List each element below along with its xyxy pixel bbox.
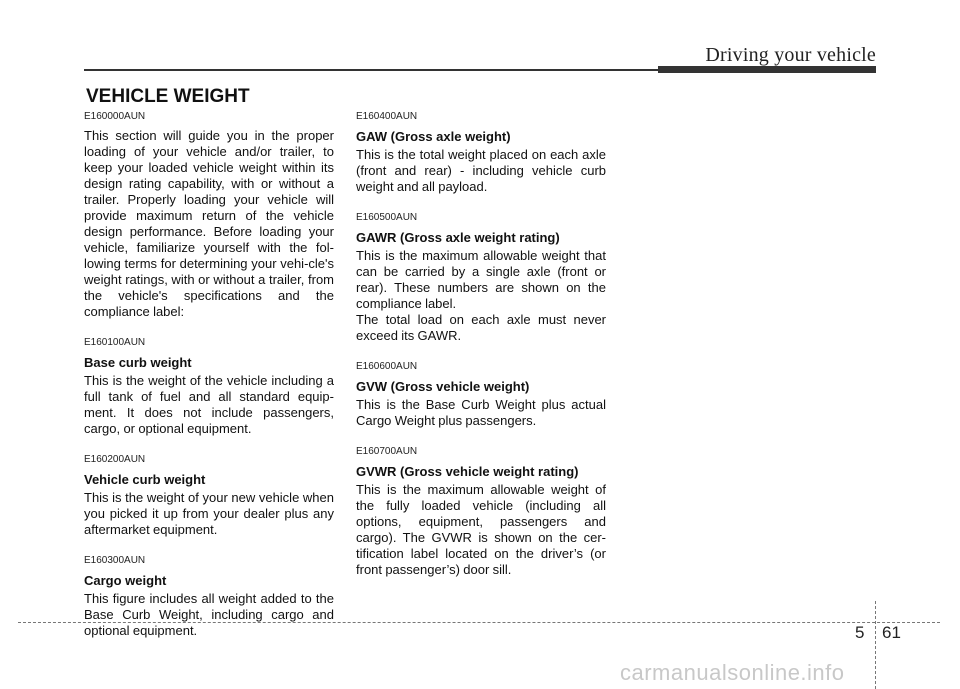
watermark: carmanualsonline.info [620,660,845,685]
section-heading: GVW (Gross vehicle weight) [356,379,530,394]
section-code: E160400AUN [356,111,418,122]
right-column [356,111,606,578]
section-heading: GVWR (Gross vehicle weight rating) [356,464,579,479]
section-block [84,337,334,437]
section-body: This is the maximum allowable weight of the fully loaded vehicle (including all options, equipment, passengers and cargo). The GVWR is shown on the cer-tification label located on the driver’s (or front passenger’s) door sill. [356,482,606,577]
section-title: VEHICLE WEIGHT [86,86,250,107]
section-code: E160000AUN [84,111,146,122]
left-column [84,111,334,639]
section-code: E160700AUN [356,446,418,457]
section-block [84,555,334,639]
section-heading: GAW (Gross axle weight) [356,129,511,144]
footer-rule [18,622,940,623]
section-heading: Vehicle curb weight [84,472,206,487]
section-block [356,212,606,344]
page-number: 61 [882,623,901,642]
section-heading: Cargo weight [84,573,167,588]
section-code: E160100AUN [84,337,146,348]
section-block [356,361,606,429]
section-body: This is the Base Curb Weight plus actual Cargo Weight plus passengers. [356,397,606,428]
section-body: This is the maximum allowable weight that can be carried by a single axle (front or rear). These numbers are shown on the compliance label. The total load on each axle must never exceed its GAWR. [356,248,606,343]
header-title: Driving your vehicle [705,44,876,66]
header-rule [84,69,664,71]
section-block [84,111,334,320]
page-divider [875,601,876,689]
section-block [356,111,606,195]
section-code: E160300AUN [84,555,146,566]
section-body: This is the total weight placed on each axle (front and rear) - including vehicle curb weight and all payload. [356,147,606,194]
section-code: E160200AUN [84,454,146,465]
chapter-number: 5 [855,623,865,642]
section-body: This is the weight of the vehicle including a full tank of fuel and all standard equip-ment. It does not include passengers, cargo, or optional equipment. [84,373,334,436]
section-block [84,454,334,538]
section-code: E160500AUN [356,212,418,223]
section-code: E160600AUN [356,361,418,372]
section-block [356,446,606,578]
section-heading: Base curb weight [84,355,192,370]
section-body: This is the weight of your new vehicle when you picked it up from your dealer plus any aftermarket equipment. [84,490,334,537]
header-rule-accent [658,66,876,73]
section-heading: GAWR (Gross axle weight rating) [356,230,560,245]
section-body: This section will guide you in the proper loading of your vehicle and/or trailer, to keep your loaded vehicle weight within its design rating capability, with or without a trailer. Properly loading your vehicle will provide maximum return of the vehicle design performance. Before loading your vehicle, familiarize yourself with the fol-lowing terms for determining your vehi-cle's weight ratings, with or without a trailer, from the vehicle's specifications and the compliance label: [84,128,334,319]
section-body: This figure includes all weight added to the Base Curb Weight, including cargo and optional equipment. [84,591,334,638]
